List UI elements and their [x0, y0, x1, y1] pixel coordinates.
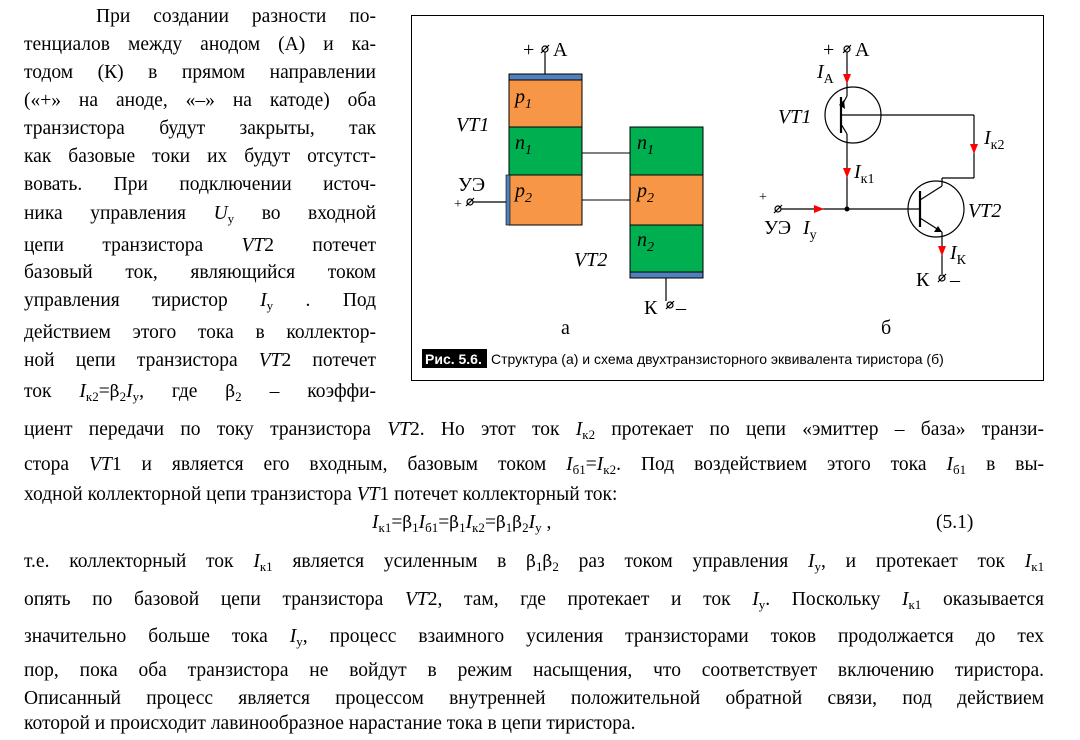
para-line-13: ной цепи транзистора VT2 потечет	[24, 350, 377, 371]
para-line-3: тодом (К) в прямом направлении	[24, 62, 376, 83]
svg-text:+: +	[823, 39, 835, 61]
svg-text:Iк2: $I_{к2}$	[984, 127, 1005, 153]
equation-number: (5.1)	[936, 512, 974, 533]
svg-text:УЭ: УЭ	[764, 217, 792, 239]
vt1-label-b: VT1	[778, 106, 812, 128]
cathode-contact	[630, 272, 703, 278]
figure-5-6	[411, 15, 1044, 381]
para-line-17: ходной коллекторной цепи транзистора VT1 потечет коллекторный ток:	[24, 484, 618, 505]
caption-text: Структура (а) и схема двухтранзисторного эквивалента тиристора (б)	[491, 351, 944, 367]
equation-5-1: $I_{к1}=\beta_1I_{б1}=\beta_1I_{к2}=\beta_1\beta_2I_у$ ,	[372, 512, 552, 535]
svg-text:–: –	[676, 297, 686, 319]
para-line-18: т.е. коллекторный ток $I_{к1}$ является усиленным в $\beta_1\beta_2$ раз током управления $I_у$, и протекает ток $I_{к1}$	[24, 551, 1045, 574]
arrow-ia	[843, 74, 851, 84]
svg-text:n1: $n_1$	[637, 132, 654, 158]
vt1-label-a: VT1	[456, 114, 490, 136]
svg-text:IА: $I_А$	[817, 61, 834, 87]
svg-text:p2: $p_2$	[637, 180, 654, 206]
para-line-11: управления тиристор $I_у$ . Под	[24, 290, 377, 313]
arrow-ik	[938, 246, 946, 256]
para-line-6: как базовые токи их будут отсутст-	[24, 146, 376, 167]
para-line-2: тенциалов между анодом (А) и ка-	[24, 34, 376, 55]
svg-text:n1: $n_1$	[515, 132, 532, 158]
para-line-23: которой и происходит лавинообразное нарастание тока в цепи тиристора.	[24, 713, 636, 734]
svg-text:К: К	[916, 269, 930, 291]
para-line-21: пор, пока оба транзистора не войдут в режим насыщения, что соответствует включению тиристора.	[24, 660, 1044, 681]
arrow-ik1	[843, 168, 851, 178]
para-line-12: действием этого тока в коллектор-	[24, 322, 376, 343]
svg-text:–: –	[950, 269, 960, 291]
para-line-5: транзистора будут закрыты, так	[24, 118, 376, 139]
para-line-22: Описанный процесс является процессом внутренней положительной обратной связи, под действием	[24, 688, 1044, 709]
vt2-label-b: VT2	[968, 200, 1002, 222]
para-line-4: («+» на аноде, «–» на катоде) оба	[24, 90, 376, 111]
equivalent-circuit	[759, 39, 1004, 339]
svg-text:p2: $p_2$	[515, 180, 532, 206]
svg-text:Iу: $I_у$	[803, 217, 817, 243]
arrow-iy	[814, 205, 824, 213]
label-b: б	[881, 317, 892, 339]
svg-text:n2: $n_2$	[637, 229, 654, 255]
para-line-14: ток $I_{к2}=\beta_2I_у$, где $\beta_2$ – коэффи-	[24, 381, 377, 404]
svg-text:p1: $p_1$	[515, 86, 532, 112]
para-line-7: вовать. При подключении источ-	[24, 174, 376, 195]
svg-text:+: +	[454, 197, 462, 212]
label-a: а	[561, 317, 570, 339]
para-line-10: базовый ток, являющийся током	[24, 262, 376, 283]
svg-text:+: +	[759, 190, 767, 205]
svg-text:А: А	[855, 39, 870, 61]
gate-contact	[506, 175, 510, 225]
caption-label: Рис. 5.6.	[425, 351, 482, 367]
para-line-20: значительно больше тока $I_у$, процесс взаимного усиления транзисторами токов продолжается до тех	[24, 626, 1045, 649]
para-line-16: стора VT1 и является его входным, базовым током $I_{б1}=I_{к2}$. Под воздействием этого тока $I_{б1}$ в вы-	[24, 454, 1045, 477]
arrow-ik2	[970, 144, 978, 154]
para-line-8: ника управления $U_у$ во входной	[24, 203, 377, 226]
vt2-label-a: VT2	[574, 249, 608, 271]
para-line-9: цепи транзистора VT2 потечет	[24, 235, 377, 256]
anode-contact	[509, 74, 582, 80]
para-line-1: При создании разности по-	[96, 6, 376, 27]
anode-plus: +	[523, 39, 535, 61]
svg-text:Iк1: $I_{к1}$	[854, 161, 875, 187]
gate-label: УЭ	[458, 174, 486, 196]
para-line-19: опять по базовой цепи транзистора VT2, там, где протекает и ток $I_у$. Поскольку $I_{к1}$ оказывается	[24, 589, 1045, 612]
para-line-15: циент передачи по току транзистора VT2. Но этот ток $I_{к2}$ протекает по цепи «эмиттер – база» транзи-	[24, 419, 1044, 442]
svg-text:IК: $I_К$	[950, 242, 967, 268]
thyristor-structure	[454, 39, 703, 339]
anode-label-a: А	[553, 39, 568, 61]
cathode-label: К	[644, 297, 658, 319]
